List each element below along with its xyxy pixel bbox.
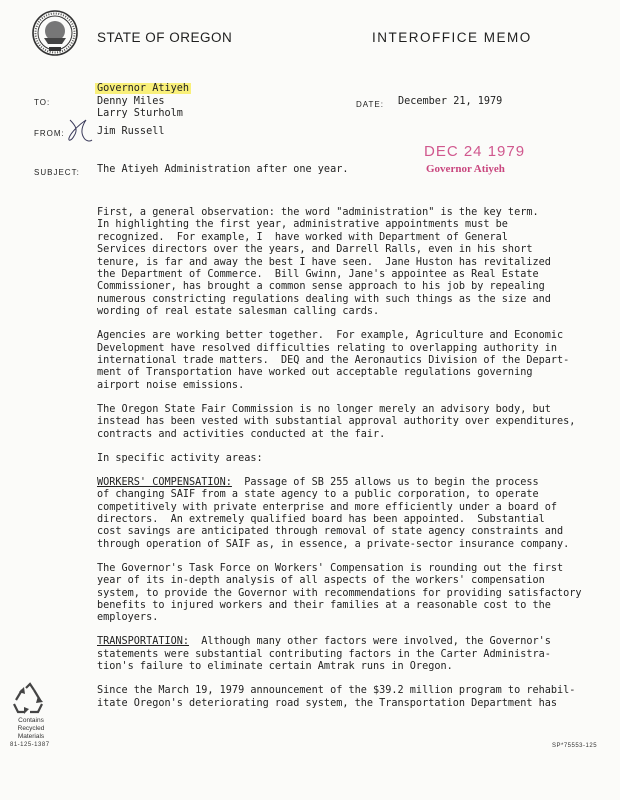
body-paragraph: In specific activity areas:: [97, 452, 263, 464]
section-heading: TRANSPORTATION:: [97, 636, 190, 648]
received-date-stamp: DEC 24 1979: [424, 143, 526, 160]
body-paragraph: WORKERS' COMPENSATION: Passage of SB 255 allows us to begin the process of changing SAIF from a state agency to a public corporation, to operate competitively with private enterprise and more efficiently under a board of directors. An extremely qualified board has been appointed. Substantial cost savings are anticipated through removal of state agency constraints and through operation of SAIF as, in essence, a private-sector insurance company.: [97, 476, 570, 550]
received-office-stamp: Governor Atiyeh: [426, 163, 505, 175]
body-paragraph: The Oregon State Fair Commission is no longer merely an advisory body, but instead has been vested with substantial approval authority over expenditures, contracts and activities conducted at the fair.: [97, 403, 576, 440]
recipient: Governor Atiyeh: [97, 83, 190, 94]
date-label: DATE:: [356, 100, 384, 109]
memo-date: December 21, 1979: [398, 96, 503, 107]
from-label: FROM:: [34, 129, 65, 138]
body-paragraph: TRANSPORTATION: Although many other factors were involved, the Governor's statements were substantial contributing factors in the Carter Administra- tion's failure to eliminate certain Amtrak runs in Oregon.: [97, 636, 551, 673]
recipient: Denny Miles: [97, 95, 165, 107]
recycle-icon: [12, 682, 48, 716]
recipient: Larry Sturholm: [97, 108, 183, 120]
form-number: 81-125-1387: [10, 742, 50, 748]
body-paragraph: Since the March 19, 1979 announcement of the $39.2 million program to rehabil- itate Oregon's deteriorating road system, the Transportation Department has: [97, 685, 576, 709]
section-heading: WORKERS' COMPENSATION:: [97, 476, 232, 488]
memo-body: [97, 207, 597, 722]
recycled-materials-note: Contains Recycled Materials: [17, 717, 45, 740]
recipient-list: [97, 83, 191, 121]
handwritten-initial-signature: [66, 116, 94, 146]
state-seal-logo: [32, 10, 78, 56]
to-label: TO:: [34, 98, 51, 107]
body-paragraph: Agencies are working better together. For example, Agriculture and Economic Development have resolved difficulties relating to overlapping authority in international trade matters. DEQ and the Aeronautics Division of the Depart- ment of Transportation have worked out acceptable regulations governing airport noise emissions.: [97, 330, 570, 391]
body-paragraph: First, a general observation: the word "administration" is the key term. In highlighting the first year, administrative appointments must be recognized. For example, I have worked with Department of General Services directors over the years, and Darrell Ralls, even in his short tenure, is far and away the best I have seen. Jane Huston has revitalized the Department of Commerce. Bill Gwinn, Jane's appointee as Real Estate Commissioner, has brought a common sense approach to his job by repealing numerous constricting regulations dealing with such things as the size and wording of real estate salesman calling cards.: [97, 207, 551, 318]
subject-label: SUBJECT:: [34, 168, 80, 177]
subject-text: The Atiyeh Administration after one year.: [97, 164, 349, 175]
print-number: SP*75553-125: [552, 743, 598, 749]
memo-type-heading: INTEROFFICE MEMO: [372, 30, 532, 45]
body-paragraph: The Governor's Task Force on Workers' Compensation is rounding out the first year of its in-depth analysis of all aspects of the workers' compensation system, to provide the Governor with recommendations for providing satisfactory benefits to injured workers and their families at a reasonable cost to the employers.: [97, 562, 582, 624]
sender-name: Jim Russell: [97, 126, 165, 137]
state-heading: STATE OF OREGON: [97, 30, 233, 45]
